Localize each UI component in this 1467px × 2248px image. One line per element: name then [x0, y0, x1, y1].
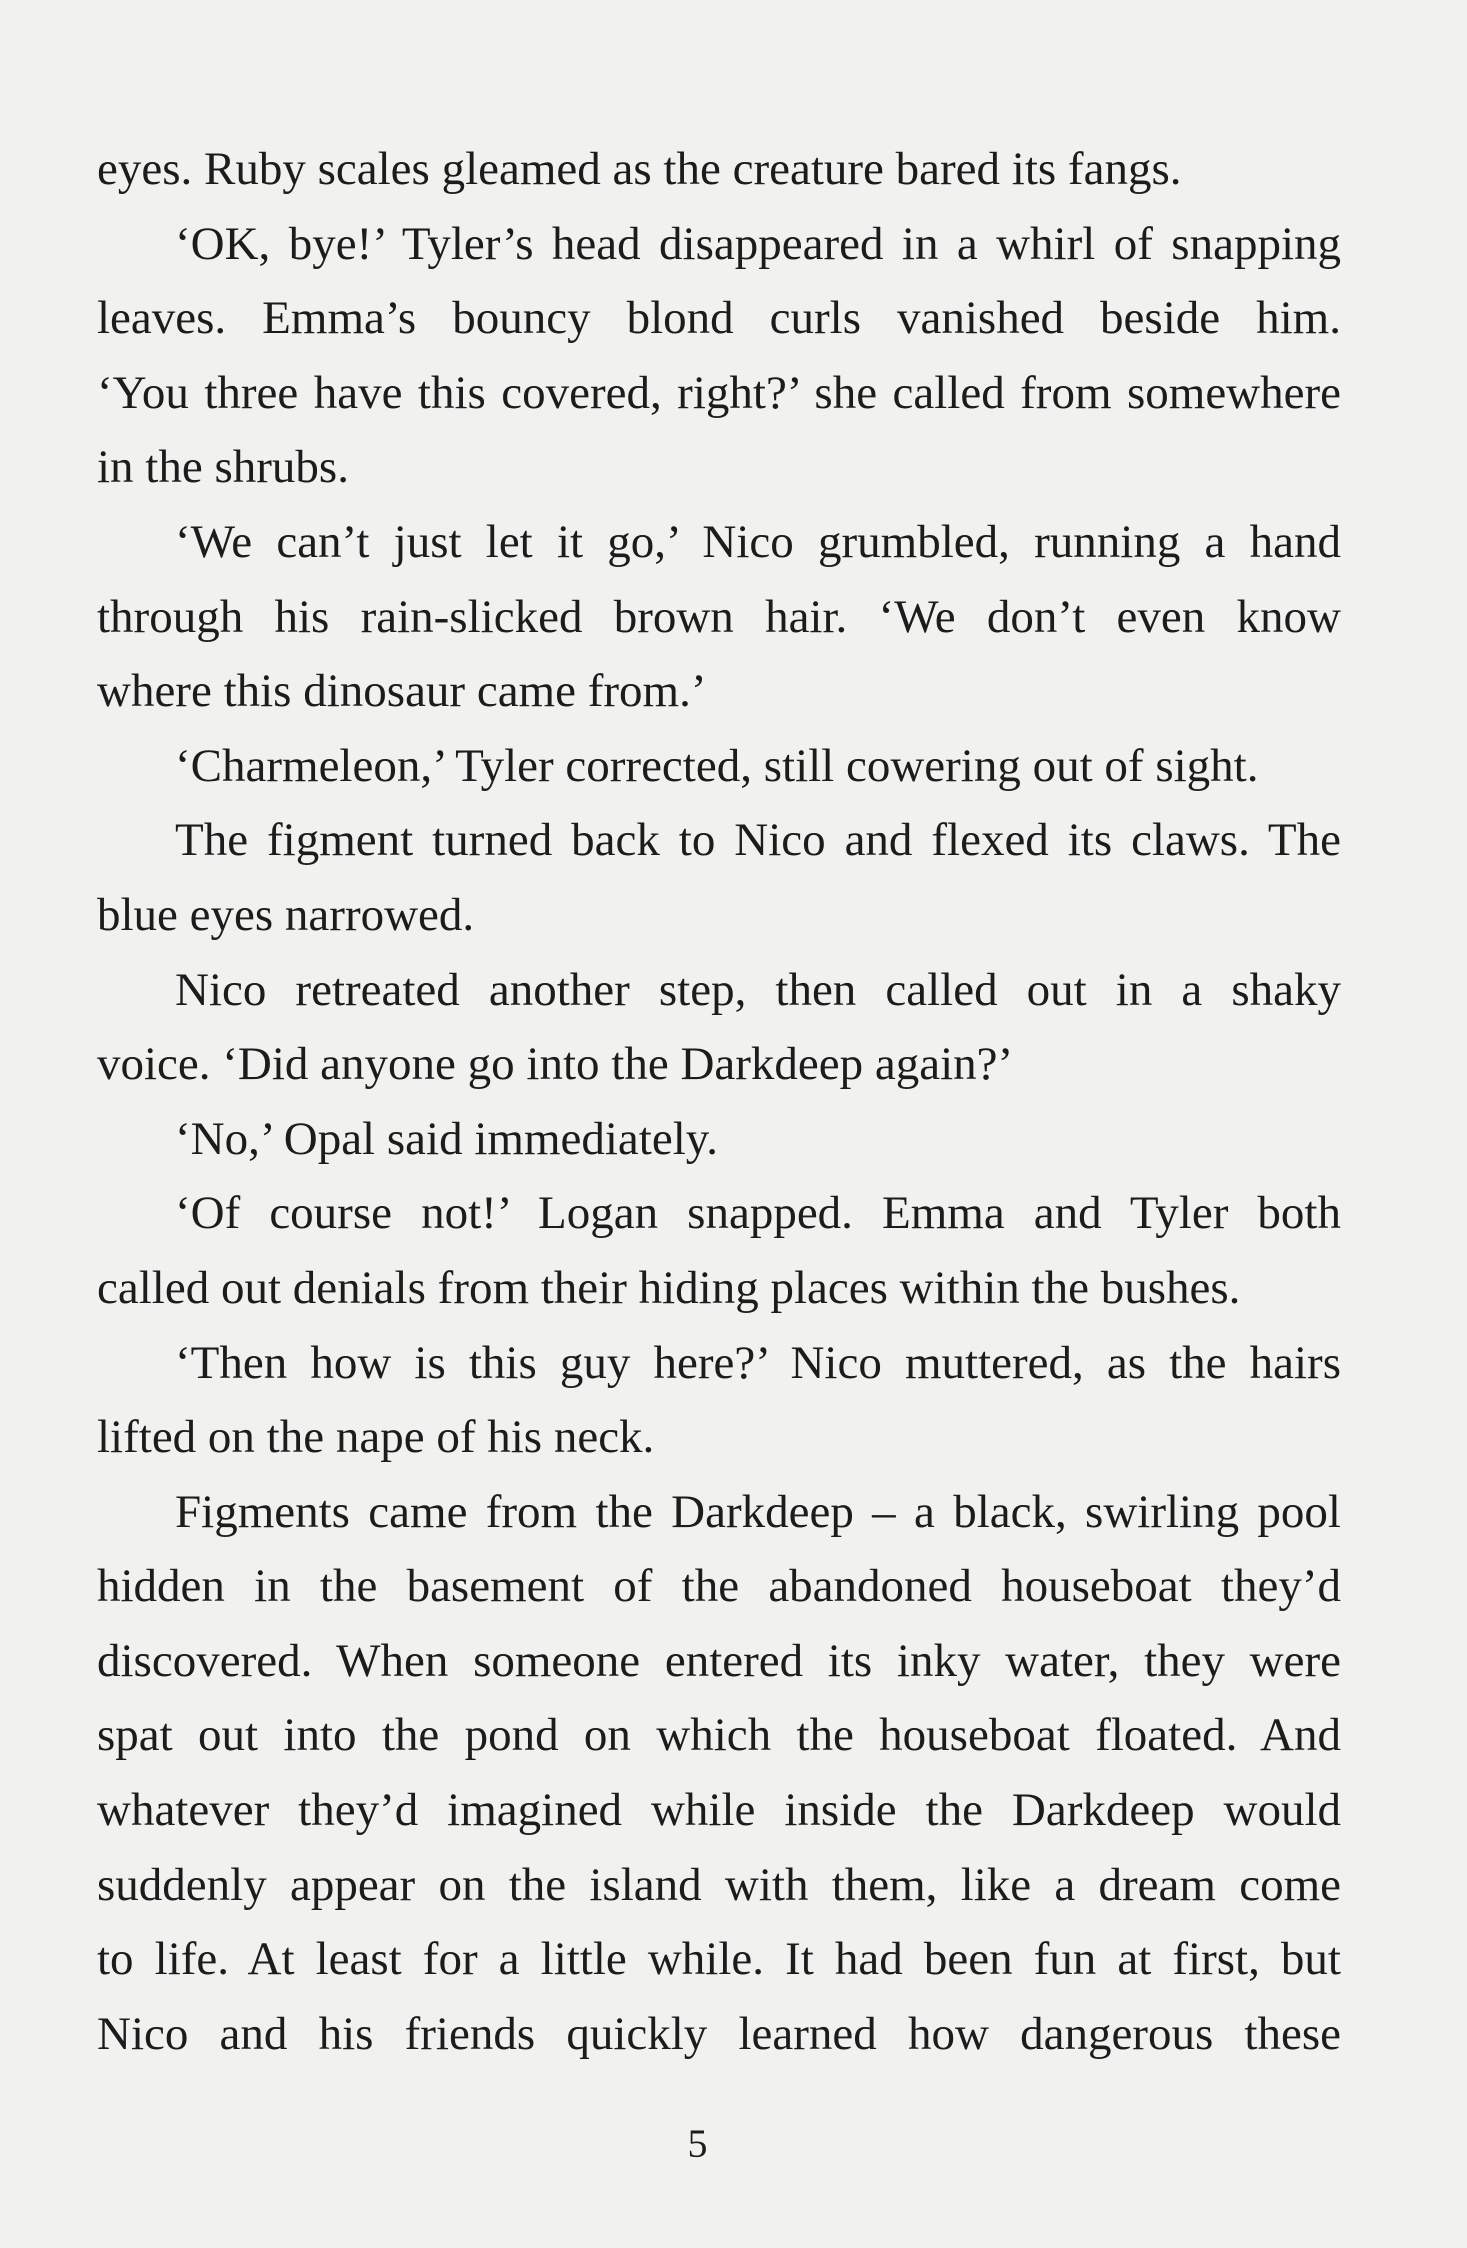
text-line: ‘We can’t just let it go,’ Nico grumbled, running a hand: [175, 515, 1341, 568]
text-line: ‘Then how is this guy here?’ Nico muttered, as the hairs: [175, 1336, 1341, 1389]
body-text: [97, 132, 1341, 2071]
text-line: blue eyes narrowed.: [97, 888, 475, 941]
text-line: The figment turned back to Nico and flexed its claws. The: [175, 814, 1341, 867]
text-line: ‘No,’ Opal said immediately.: [175, 1112, 718, 1165]
text-line: called out denials from their hiding places within the bushes.: [97, 1261, 1241, 1314]
text-line: ‘Charmeleon,’ Tyler corrected, still cowering out of sight.: [175, 739, 1259, 792]
text-line: in the shrubs.: [97, 441, 349, 494]
text-line: Nico retreated another step, then called out in a shaky: [175, 963, 1341, 1016]
text-line: hidden in the basement of the abandoned houseboat they’d: [97, 1560, 1341, 1613]
text-line: Figments came from the Darkdeep – a black, swirling pool: [175, 1485, 1341, 1538]
text-line: discovered. When someone entered its inky water, they were: [97, 1634, 1341, 1687]
text-line: spat out into the pond on which the houseboat floated. And: [97, 1709, 1341, 1762]
text-line: where this dinosaur came from.’: [97, 665, 707, 718]
text-line: eyes. Ruby scales gleamed as the creature bared its fangs.: [97, 143, 1182, 195]
text-line: Nico and his friends quickly learned how dangerous these: [97, 2007, 1341, 2060]
text-line: lifted on the nape of his neck.: [97, 1411, 655, 1464]
text-line: ‘Of course not!’ Logan snapped. Emma and Tyler both: [175, 1187, 1341, 1240]
text-line: whatever they’d imagined while inside the Darkdeep would: [97, 1784, 1341, 1837]
text-line: suddenly appear on the island with them, like a dream come: [97, 1858, 1341, 1911]
text-line: to life. At least for a little while. It had been fun at first, but: [97, 1933, 1341, 1986]
text-line: through his rain-slicked brown hair. ‘We don’t even know: [97, 590, 1341, 643]
text-line: ‘You three have this covered, right?’ she called from somewhere: [97, 366, 1341, 419]
page-number: 5: [687, 2121, 708, 2166]
text-line: ‘OK, bye!’ Tyler’s head disappeared in a whirl of snapping: [175, 217, 1341, 270]
text-line: voice. ‘Did anyone go into the Darkdeep again?’: [97, 1038, 1014, 1091]
text-line: leaves. Emma’s bouncy blond curls vanished beside him.: [97, 292, 1341, 345]
